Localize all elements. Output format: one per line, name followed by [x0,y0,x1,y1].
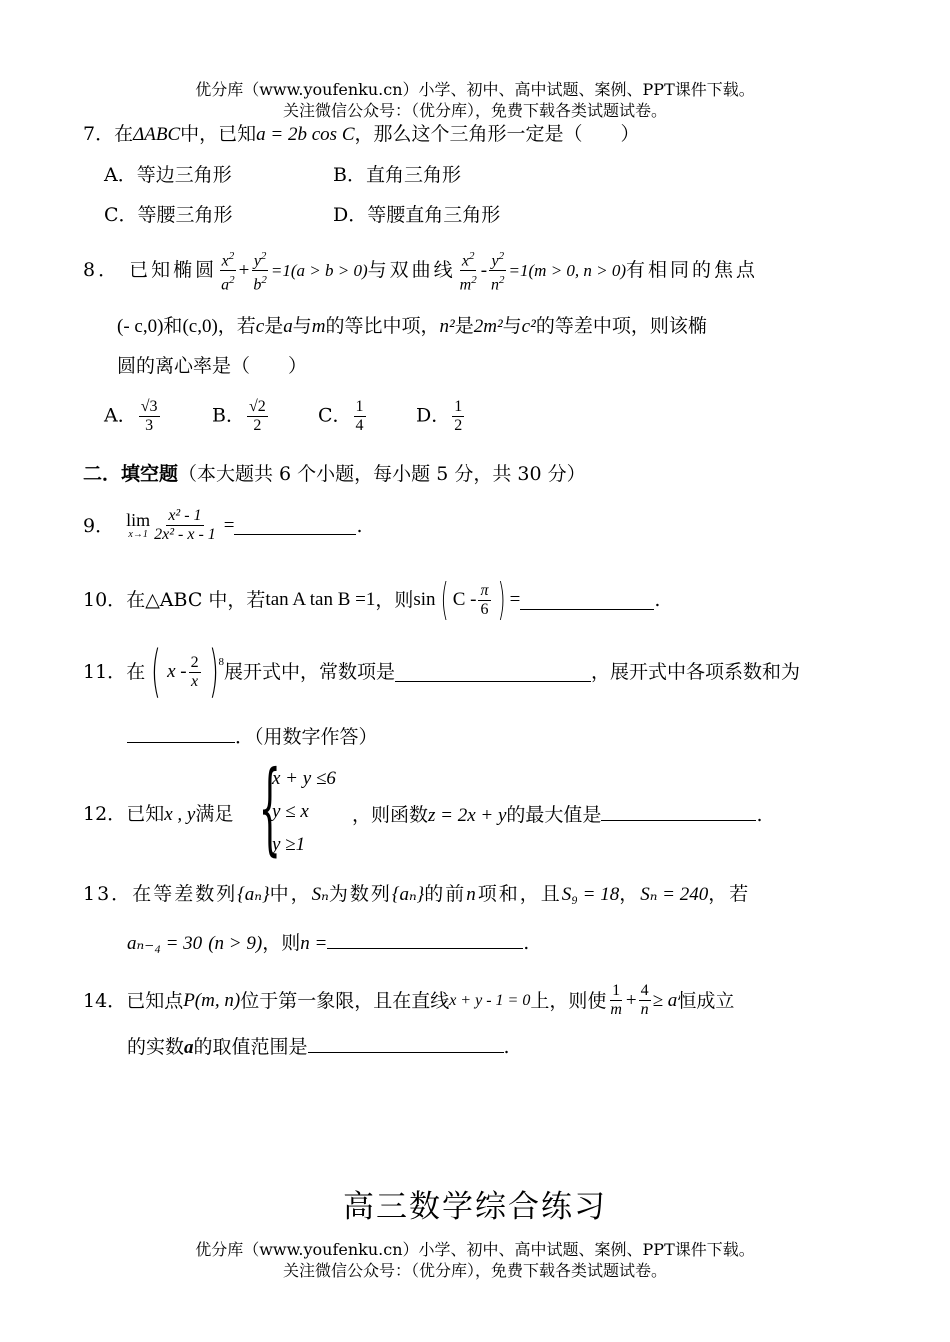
question-13 [83,882,750,907]
q13-n-equals: n = [300,933,328,954]
q8-text-2: 与双曲线 [367,258,456,281]
q14-line-equation: x + y - 1 = 0 [449,991,531,1009]
q12-number: 12． [83,803,127,825]
footer-line-2: 关注微信公众号：（优分库），免费下载各类试题试卷。 [282,1261,667,1280]
q12-constraint-1: x + y ≤6 [272,768,336,789]
section-2-heading [83,462,586,486]
q14-text-1: 已知点 [126,989,184,1012]
q9-denominator: 2x² - x - 1 [154,526,216,543]
q12-text-1: 已知 [126,803,165,825]
q11-end: ．（用数字作答） [235,726,378,748]
q10-sin: sin [413,589,436,610]
q13-text-4: 的前 [424,883,467,905]
q7-post: ，那么这个三角形一定是（ ） [354,123,640,145]
q13-text-1: 在等差数列 [132,883,238,905]
q9-numerator: x² - 1 [168,507,202,524]
q8-text-3: 有相同的焦点 [626,258,759,281]
q12-answer-blank[interactable] [601,802,756,821]
q14-point: P(m, n) [183,989,241,1011]
q13-sn: Sₙ [311,884,329,905]
q10-inner: C - [452,589,477,610]
q13-text-2: 中， [269,883,312,905]
q8-option-c-label: C． [318,404,352,427]
q14-text-6: 的取值范围是 [193,1036,308,1058]
section-2-desc: （本大题共 6 个小题，每小题 5 分，共 30 分） [178,463,586,485]
q11-constant-blank[interactable] [395,663,591,682]
q8-text-5: ，若 [217,315,256,337]
q13-n: n [466,884,478,905]
footer-line-1: 优分库（www.youfenku.cn）小学、初中、高中试题、案例、PPT课件下载。 [195,1240,755,1259]
q11-x: x - [167,661,187,682]
q13-text-5: 项和，且 [477,883,562,905]
q14-number: 14． [83,989,127,1012]
q8-text-9: 是 [454,315,474,337]
hyperbola-x-term: $\frac{x^2}{m^2}$ [458,247,479,295]
q14-f2-den: n [640,1001,649,1018]
q8-number: 8． [83,258,121,281]
q7-number: 7． [83,123,115,145]
q10-end: . [654,589,661,611]
hyperbola-condition: =1(m > 0, n > 0) [508,260,627,280]
q11-text-3: ，展开式中各项系数和为 [590,661,800,683]
q10-condition: tan A tan B =1 [265,589,376,610]
focus-left: (- c,0) [117,316,164,337]
q10-text-2: ，则 [375,589,414,611]
q8-option-b-label: B． [212,404,245,427]
hyperbola-y-term: $\frac{y^2}{n^2}$ [489,247,507,295]
q13-sequence: {aₙ} [237,884,270,905]
q8-line-3: 圆的离心率是（ ） [117,355,308,377]
q14-text-2: 位于第一象限，且在直线 [240,989,450,1012]
q11-text-1: 在 [126,661,146,683]
q14-frac-1 [608,982,624,1019]
q9-answer-blank[interactable] [234,516,356,535]
section-2-label: 二．填空题 [83,463,179,485]
q7-triangle: ΔABC [133,124,181,145]
q8-text-8: 的等比中项， [325,315,440,337]
q8-option-c [318,398,368,435]
q11-exponent: 8 [218,656,224,668]
q14-line-2 [127,1034,510,1060]
q8-a-num: √3 [140,398,158,415]
ellipse-condition: =1(a > b > 0) [270,260,368,280]
q14-a: a [184,1037,194,1058]
q11-x-denominator: x [191,672,199,690]
q10-answer-blank[interactable] [520,591,654,610]
q13-text-6: ， [619,883,641,905]
q12-text-3: ，则函数 [352,804,429,826]
q7-option-b: B．直角三角形 [333,164,461,186]
q8-option-a [104,398,162,435]
q8-text-1: 已知椭圆 [129,258,218,281]
q7-option-d: D．等腰直角三角形 [333,204,501,226]
q13-condition: (n > 9) [208,933,263,954]
q14-answer-blank[interactable] [308,1034,504,1053]
q12-line-end [352,802,762,828]
q13-an4: aₙ₋₄ = 30 [127,933,203,954]
q12-text-4: 的最大值是 [506,804,602,826]
q13-sn-240: Sₙ = 240 [640,884,709,905]
question-14 [83,982,734,1019]
q8-option-d-label: D． [416,404,451,427]
q7-option-c: C．等腰三角形 [104,204,233,226]
q11-sum-blank[interactable] [127,724,235,743]
q11-number: 11． [83,661,127,683]
header-line-1: 优分库（www.youfenku.cn）小学、初中、高中试题、案例、PPT课件下载。 [195,80,755,99]
q8-option-b [212,398,270,435]
q14-f1-den: m [610,1001,622,1018]
q11-text-2: 展开式中，常数项是 [223,661,395,683]
q8-2m-squared: 2m² [473,316,503,337]
question-9 [83,507,363,544]
q13-text-7: ，若 [708,883,751,905]
q13-number: 13． [83,883,133,905]
q13-answer-blank[interactable] [327,930,523,949]
ellipse-y-term: $\frac{y^2}{b^2}$ [251,247,269,295]
q8-text-10: 与 [502,315,522,337]
q8-b-num: √2 [248,398,266,415]
q9-limit [126,511,150,541]
q14-text-5: 的实数 [127,1036,185,1058]
q10-text-1: 在△ABC 中，若 [126,589,266,611]
q8-c-num: 1 [355,398,364,415]
q13-s9: S₉ = 18 [561,884,620,905]
q12-line [83,802,233,827]
q8-line-2 [117,314,707,339]
q7-pre: 在 [114,123,134,145]
q9-fraction [152,507,218,544]
q8-option-a-value [139,398,160,435]
q11-fraction [189,654,201,691]
q8-c-den: 4 [355,417,364,434]
q12-constraint-3: y ≥1 [272,834,306,855]
q10-number: 10． [83,589,127,611]
question-8: 8． 已知椭圆 $\frac{x^2}{a^2}$ + $\frac{y^2}{b^2}$ =1(a > b > 0)与双曲线 $\frac{x^2}{m^2}$ - $\frac{y^2}{n^2}$ =1(m > 0, n > 0)有相同的焦点 [83,247,758,295]
q10-pi-over-6 [478,582,490,619]
focus-right: (c,0) [182,316,218,337]
q8-c-squared: c² [521,316,536,337]
q8-m: m [311,316,326,337]
q8-text-11: 的等差中项，则该椭 [535,315,707,337]
q14-frac-2 [639,982,651,1019]
q13-line-2 [127,930,529,956]
header-line-2: 关注微信公众号：（优分库），免费下载各类试题试卷。 [282,101,667,120]
q14-f1-num: 1 [612,982,621,999]
q8-text-7: 与 [292,315,312,337]
q13-end: . [523,932,530,954]
q8-text-4: 和 [163,315,183,337]
q8-option-a-label: A． [104,404,137,427]
q8-d-num: 1 [454,398,463,415]
q13-text-3: 为数列 [328,883,392,905]
q12-end: . [756,804,763,826]
q8-n-squared: n² [439,316,455,337]
ellipse-x-term: $\frac{x^2}{a^2}$ [219,247,237,295]
q9-equals: = [223,514,235,536]
q13-text-8: ，则 [262,932,301,954]
question-10: 10． 在△ABC 中，若 tan A tan B =1 ，则 sin ( C - $\frac{\pi}{6}$ ) = . [83,574,661,625]
q8-option-b-value [247,398,268,435]
q12-vars: x , y [164,804,196,825]
q9-lim: lim [126,509,151,530]
q10-pi: π [480,581,489,599]
q12-brace: { [258,749,281,866]
q10-equals: = [509,589,521,610]
q11-two: 2 [190,653,199,671]
q14-ge-a: ≥ a [652,989,678,1011]
q14-text-3: 上，则使 [530,989,607,1012]
question-11: 11． 在 ( x - $\frac{2}{x}$ ) 8 展开式中，常数项是 ，展开式中各项系数和为 [83,639,800,704]
q8-option-d-value [452,398,464,435]
page-title: 高三数学综合练习 [343,1189,607,1225]
q13-sequence-2: {aₙ} [391,884,425,905]
q14-plus: + [625,989,637,1011]
q14-end: . [503,1036,510,1058]
q14-text-4: 恒成立 [677,989,735,1012]
q9-number: 9． [83,514,115,537]
q7-formula: a = 2b cos C [256,124,355,145]
q8-d-den: 2 [454,417,463,434]
q8-b-den: 2 [253,417,262,434]
q8-a-den: 3 [145,417,154,434]
q12-function: z = 2x + y [428,805,507,826]
q7-option-a: A．等边三角形 [104,164,232,186]
q14-f2-num: 4 [640,982,649,999]
q11-line-2 [127,724,378,749]
q8-option-c-value [354,398,366,435]
q8-option-d [416,398,466,435]
q8-text-6: 是 [264,315,284,337]
q8-c: c [255,316,265,337]
question-7 [83,122,640,147]
q12-text-2: 满足 [195,803,234,825]
q9-lim-sub: x→1 [128,528,148,540]
q8-a: a [283,316,293,337]
q9-end: . [356,514,363,537]
q12-constraint-2: y ≤ x [272,801,309,822]
q7-mid: 中，已知 [180,123,257,145]
q10-six: 6 [480,600,489,618]
